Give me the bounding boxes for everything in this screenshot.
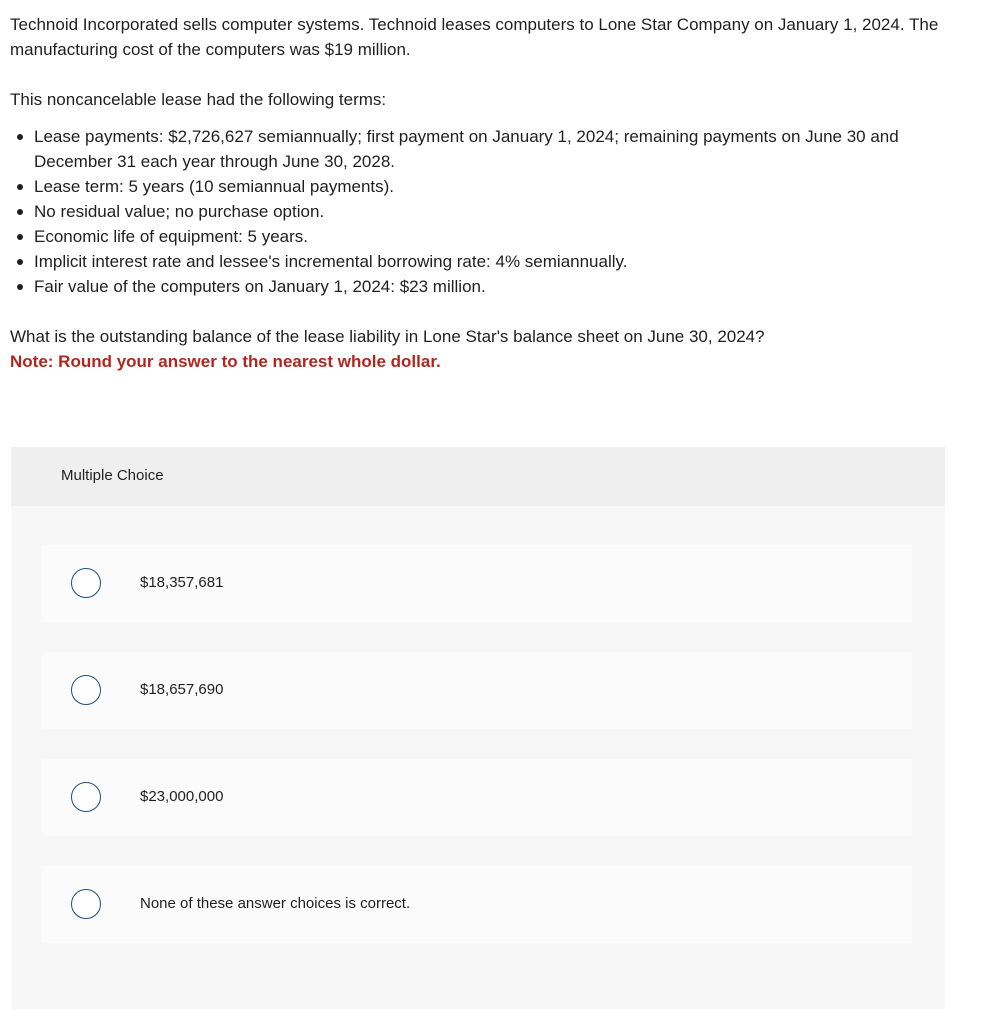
lease-term-item: Implicit interest rate and lessee's incremental borrowing rate: 4% semiannually. xyxy=(10,249,950,274)
terms-lead: This noncancelable lease had the following terms: xyxy=(10,90,387,109)
multiple-choice-title: Multiple Choice xyxy=(61,467,164,484)
radio-button-icon[interactable] xyxy=(71,889,101,919)
multiple-choice-panel xyxy=(11,447,945,1009)
answer-option-b[interactable] xyxy=(42,652,912,729)
radio-button-icon[interactable] xyxy=(71,568,101,598)
answer-option-label: $18,357,681 xyxy=(140,574,224,591)
question-intro: Technoid Incorporated sells computer systems. Technoid leases computers to Lone Star Company on January 1, 2024. The manufacturing cost of the computers was $19 million. xyxy=(10,15,939,59)
rounding-note: Note: Round your answer to the nearest whole dollar. xyxy=(10,352,441,371)
answer-option-a[interactable] xyxy=(42,545,912,622)
lease-term-item: Fair value of the computers on January 1, 2024: $23 million. xyxy=(10,274,950,299)
answer-option-label: $18,657,690 xyxy=(140,681,224,698)
multiple-choice-header xyxy=(11,447,945,506)
answer-option-label: None of these answer choices is correct. xyxy=(140,895,411,912)
radio-button-icon[interactable] xyxy=(71,675,101,705)
lease-term-item: No residual value; no purchase option. xyxy=(10,199,950,224)
radio-button-icon[interactable] xyxy=(71,782,101,812)
question-text xyxy=(10,12,950,374)
answer-option-label: $23,000,000 xyxy=(140,788,224,805)
lease-term-item: Economic life of equipment: 5 years. xyxy=(10,224,950,249)
lease-term-item: Lease payments: $2,726,627 semiannually; first payment on January 1, 2024; remaining payments on June 30 and December 31 each year through June 30, 2028. xyxy=(10,124,950,174)
question-prompt: What is the outstanding balance of the lease liability in Lone Star's balance sheet on June 30, 2024? xyxy=(10,327,765,346)
answer-option-d[interactable] xyxy=(42,866,912,943)
answer-option-c[interactable] xyxy=(42,759,912,836)
lease-terms-list xyxy=(10,124,950,299)
lease-term-item: Lease term: 5 years (10 semiannual payments). xyxy=(10,174,950,199)
